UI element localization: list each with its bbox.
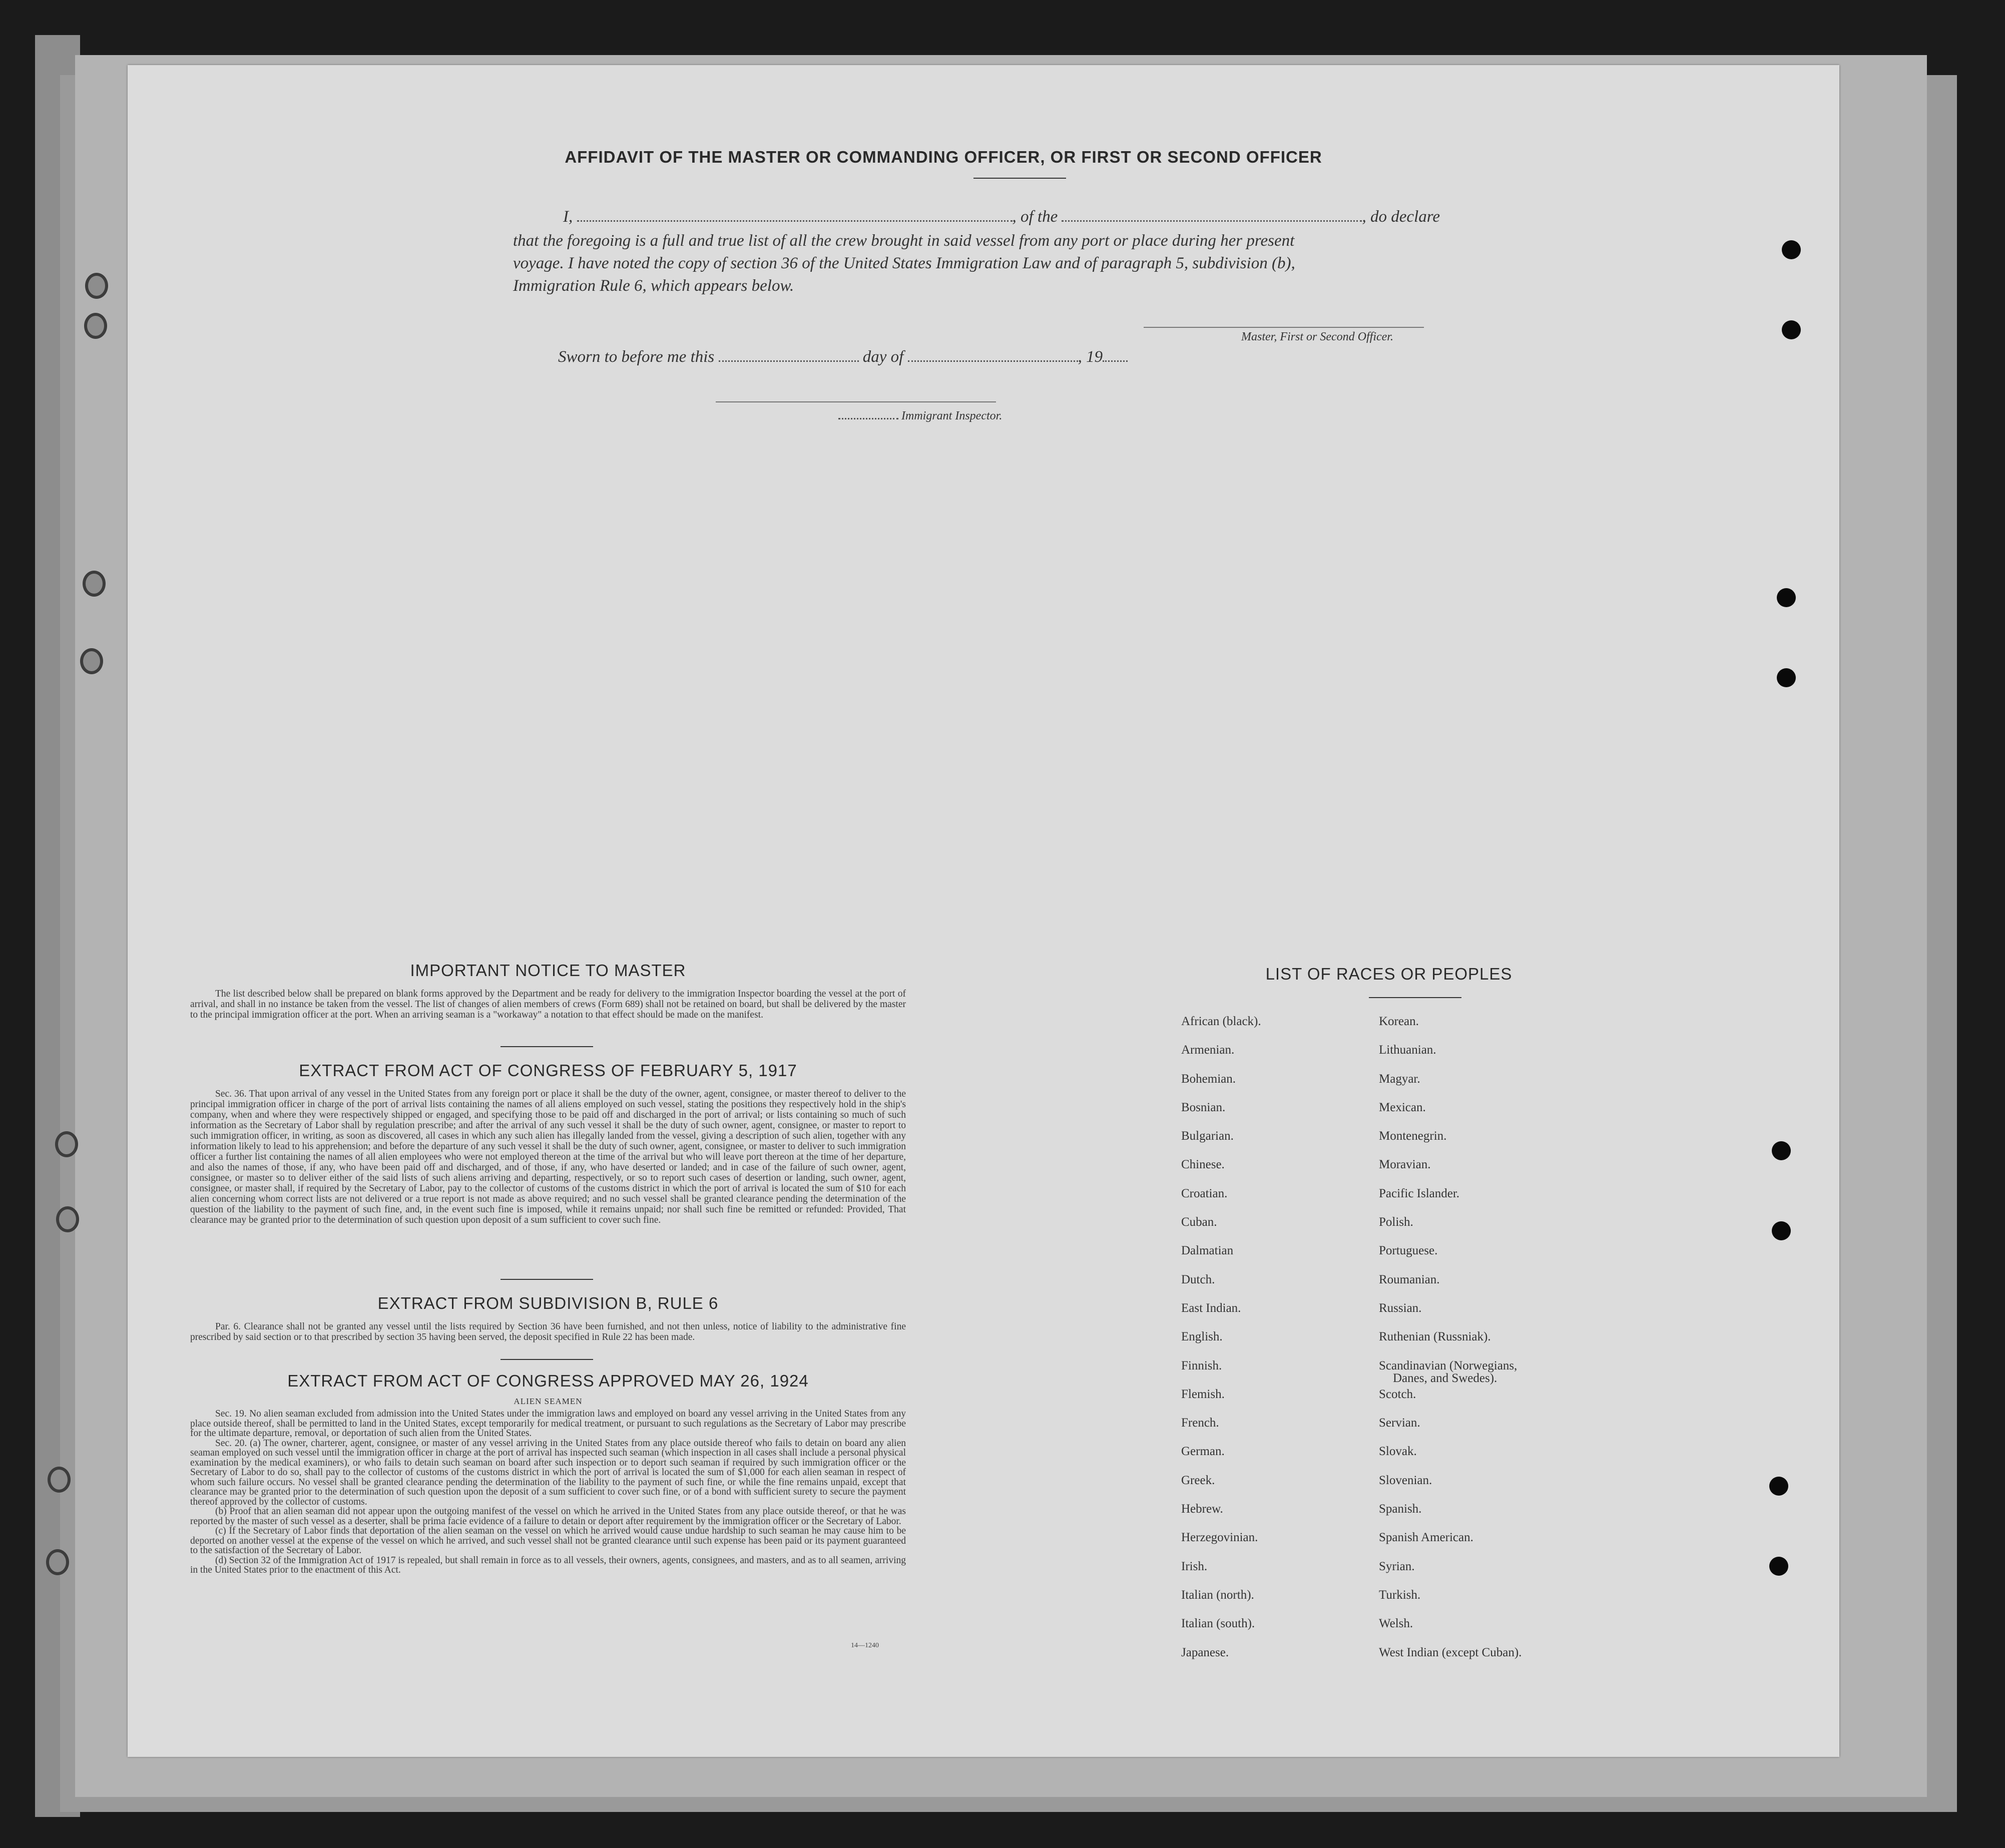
extract-1917-title: EXTRACT FROM ACT OF CONGRESS OF FEBRUARY 5, 1917 (299, 1061, 797, 1080)
race-item: Flemish. (1181, 1387, 1225, 1401)
race-item: Lithuanian. (1379, 1043, 1436, 1057)
races-title: LIST OF RACES OR PEOPLES (1265, 965, 1513, 983)
alien-seamen-subtitle: ALIEN SEAMEN (514, 1397, 583, 1406)
binder-ring (83, 571, 106, 597)
document-sheet (128, 65, 1839, 1757)
race-item: Pacific Islander. (1379, 1186, 1460, 1200)
binder-ring (56, 1206, 79, 1232)
race-item: Scotch. (1379, 1387, 1416, 1401)
race-item: Korean. (1379, 1015, 1419, 1028)
signature-label: Master, First or Second Officer. (1241, 330, 1393, 343)
punch-hole (1777, 668, 1796, 687)
race-item: Moravian. (1379, 1158, 1431, 1172)
binder-ring (80, 648, 103, 674)
races-right-column (1379, 1015, 1522, 1674)
month-blank[interactable] (908, 360, 1078, 362)
race-item: West Indian (except Cuban). (1379, 1645, 1522, 1659)
title-rule (973, 178, 1066, 179)
vessel-blank[interactable] (1062, 220, 1362, 222)
punch-hole (1782, 240, 1801, 259)
race-item: Mexican. (1379, 1100, 1426, 1114)
inspector-line[interactable] (716, 401, 996, 402)
race-item: Bosnian. (1181, 1100, 1226, 1114)
name-blank[interactable] (577, 220, 1013, 222)
signature-line[interactable] (1144, 327, 1424, 328)
affidavit-title: AFFIDAVIT OF THE MASTER OR COMMANDING OFFICER, OR FIRST OR SECOND OFFICER (565, 148, 1322, 166)
race-item: Italian (south). (1181, 1617, 1255, 1631)
day-blank[interactable] (719, 360, 859, 362)
races-rule (1369, 997, 1461, 998)
race-item: Syrian. (1379, 1559, 1415, 1573)
punch-hole (1772, 1141, 1791, 1160)
rule6-title: EXTRACT FROM SUBDIVISION B, RULE 6 (377, 1294, 719, 1312)
race-item: Dutch. (1181, 1272, 1215, 1286)
form-number: 14—1240 (851, 1642, 879, 1649)
affidavit-line-2: that the foregoing is a full and true list of all the crew brought in said vessel from any port or place during her present (513, 232, 1295, 250)
punch-hole (1782, 320, 1801, 339)
binder-ring (85, 273, 108, 299)
sworn-line: Sworn to before me this day of , 19 (558, 348, 1128, 366)
notice-rule (500, 1046, 593, 1047)
race-item: Montenegrin. (1379, 1129, 1447, 1143)
race-item: Slovenian. (1379, 1473, 1432, 1487)
affidavit-line-4: Immigration Rule 6, which appears below. (513, 277, 794, 295)
race-item: Spanish American. (1379, 1531, 1473, 1545)
race-item: Bulgarian. (1181, 1129, 1234, 1143)
punch-hole (1769, 1557, 1788, 1576)
binder-ring (46, 1549, 69, 1575)
race-item: French. (1181, 1416, 1219, 1430)
race-item: Russian. (1379, 1301, 1422, 1315)
punch-hole (1769, 1477, 1788, 1496)
race-item: Magyar. (1379, 1072, 1420, 1086)
race-item: Chinese. (1181, 1158, 1225, 1172)
race-item: African (black). (1181, 1015, 1261, 1028)
race-item: Turkish. (1379, 1588, 1421, 1602)
races-left-column (1181, 1015, 1261, 1674)
affidavit-line-3: voyage. I have noted the copy of section 36 of the United States Immigration Law and of paragraph 5, subdivision (b), (513, 254, 1295, 272)
rule6-rule (500, 1359, 593, 1360)
race-item: Bohemian. (1181, 1072, 1236, 1086)
race-item: Japanese. (1181, 1645, 1229, 1659)
inspector-label: Immigrant Inspector. (838, 409, 1002, 423)
race-item: East Indian. (1181, 1301, 1241, 1315)
punch-hole (1772, 1221, 1791, 1240)
race-item: Italian (north). (1181, 1588, 1254, 1602)
rule6-text: Par. 6. Clearance shall not be granted any vessel until the lists required by Section 36 have been furnished, and not then unless, notice of liability to the administrative fine prescribed by said section or to that prescribed by section 35 having been served, the deposit specified in Rule 22 has been made. (190, 1321, 906, 1342)
race-item: Greek. (1181, 1473, 1215, 1487)
extract-1924-title: EXTRACT FROM ACT OF CONGRESS APPROVED MAY 26, 1924 (287, 1371, 809, 1390)
binder-ring (84, 313, 107, 339)
race-item: Slovak. (1379, 1445, 1417, 1459)
race-item: Finnish. (1181, 1358, 1222, 1372)
race-item: Herzegovinian. (1181, 1531, 1258, 1545)
affidavit-line-1: I, , of the , do declare (563, 208, 1440, 226)
race-item: Hebrew. (1181, 1502, 1223, 1516)
race-item: Croatian. (1181, 1186, 1228, 1200)
binder-ring (48, 1467, 71, 1493)
race-item: Spanish. (1379, 1502, 1422, 1516)
extract-1917-text: Sec. 36. That upon arrival of any vessel in the United States from any foreign port or place it shall be the duty of the owner, agent, consignee, or master thereof to deliver to the principal immigration officer in charge of the port of arrival lists containing the names of all aliens employed on such vessel, stating the positions they respectively hold in the ship's company, when and where they were respectively shipped or engaged, and specifying those to be paid off and discharged in the port of arrival; or lists containing so much of such information as the Secretary of Labor shall by regulation prescribe; and after the arrival of any such vessel it shall be the duty of such owner, agent, consignee, or master to report to such immigration officer, in writing, as soon as discovered, all cases in which any such alien has illegally landed from the vessel, giving a description of such alien, together with any information likely to lead to his apprehension; and before the departure of any such vessel it shall be the duty of such owner, agent, consignee, or master to deliver to such immigration officer a further list containing the names of all alien employees who were not employed thereon at the time of the arrival but who will leave port thereon at the time of her departure, and also the names of those, if any, who have been paid off and discharged, and of those, if any, who have deserted or landed; and in case of the failure of such owner, agent, consignee, or master so to deliver either of the said lists of such aliens arriving and departing, respectively, or so to report such cases of desertion or landing, such owner, agent, consignee, or master shall, if required by the Secretary of Labor, pay to the collector of customs of the customs district in which the port of arrival is located the sum of $10 for each alien concerning whom correct lists are not delivered or a true report is not made as above required; and no such vessel shall be granted clearance pending the determination of the question of the liability to the payment of such fine, and, in the event such fine is imposed, while it remains unpaid; nor shall such fine be remitted or refunded: Provided, That clearance may be granted prior to the determination of such question upon deposit of a sum sufficient to cover such fine. (190, 1089, 906, 1225)
race-item: Portuguese. (1379, 1244, 1438, 1258)
race-item: Roumanian. (1379, 1272, 1440, 1286)
race-item: Dalmatian (1181, 1244, 1234, 1258)
race-item: Scandinavian (Norwegians, Danes, and Swedes). (1379, 1358, 1518, 1385)
race-item: Servian. (1379, 1416, 1420, 1430)
race-item: Armenian. (1181, 1043, 1235, 1057)
extract-1917-rule (500, 1279, 593, 1280)
race-item-continuation: Danes, and Swedes). (1393, 1371, 1497, 1385)
race-item: Ruthenian (Russniak). (1379, 1330, 1491, 1344)
extract-1924-text: Sec. 19. No alien seaman excluded from admission into the United States under the immigration laws and employed on board any vessel arriving in the United States from any place outside thereof, shall be permitted to land in the United States, except temporarily for medical treatment, or pursuant to such regulations as the Secretary of Labor may prescribe for the ultimate departure, removal, or deportation of such alien from the United States. Sec. 20. (a) The owner, charterer, agent, consignee, or master of any vessel arriving in the United States from any place outside thereof who fails to detain on board any alien seaman employed on such vessel until the immigration officer in charge at the port of arrival has inspected such seaman (which inspection in all cases shall include a personal physical examination by the medical examiners), or who fails to detain such seaman on board after such inspection or to deport such seaman if required by such immigration officer or the Secretary of Labor to do so, shall pay to the collector of customs of the customs district in which the port of arrival is located the sum of $1,000 for each alien seaman in respect of whom such failure occurs. No vessel shall be granted clearance pending the determination of the liability to the payment of such fine, or while the fine remains unpaid, except that clearance may be granted prior to the determination of such question upon the deposit of a sum sufficient to cover such fine, or of a bond with sufficient surety to secure the payment thereof approved by the collector of customs. (b) Proof that an alien seaman did not appear upon the outgoing manifest of the vessel on which he arrived in the United States from any place outside thereof, or that he was reported by the master of such vessel as a deserter, shall be prima facie evidence of a failure to detain or deport after requirement by the immigration officer or the Secretary of Labor. (c) If the Secretary of Labor finds that deportation of the alien seaman on the vessel on which he arrived would cause undue hardship to such seaman he may cause him to be deported on another vessel at the expense of the vessel on which he arrived, and such vessel shall not be granted clearance until such expense has been paid or its payment guaranteed to the satisfaction of the Secretary of Labor. (d) Section 32 of the Immigration Act of 1917 is repealed, but shall remain in force as to all vessels, their owners, agents, consignees, and masters, and as to all seamen, arriving in the United States prior to the enactment of this Act. (190, 1409, 906, 1575)
year-blank[interactable] (1103, 360, 1128, 362)
race-item: English. (1181, 1330, 1223, 1344)
binder-ring (55, 1131, 78, 1157)
notice-title: IMPORTANT NOTICE TO MASTER (410, 961, 686, 980)
punch-hole (1777, 588, 1796, 607)
race-item: Irish. (1181, 1559, 1208, 1573)
notice-text: The list described below shall be prepared on blank forms approved by the Department and be ready for delivery to the immigration Inspector boarding the vessel at the port of arrival, and shall in no instance be taken from the vessel. The list of changes of alien members of crews (Form 689) shall not be retained on board, but shall be delivered by the master to the principal immigration officer at the port. When an arriving seaman is a "workaway" a notation to that effect should be made on the manifest. (190, 989, 906, 1020)
race-item: Welsh. (1379, 1617, 1413, 1631)
race-item: Polish. (1379, 1215, 1413, 1229)
race-item: German. (1181, 1445, 1225, 1459)
race-item: Cuban. (1181, 1215, 1217, 1229)
